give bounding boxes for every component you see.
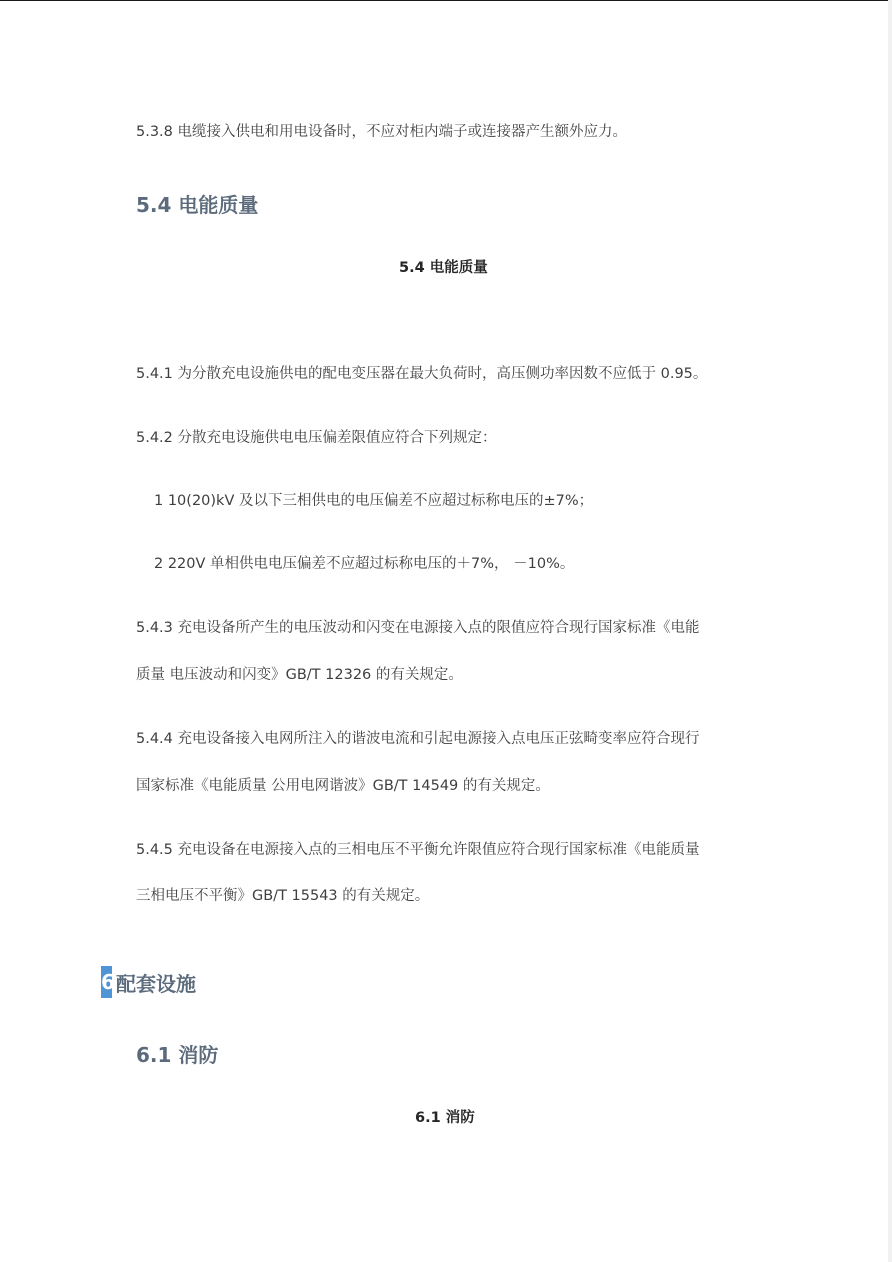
caption-6-1: 6.1 消防: [415, 1110, 475, 1126]
heading-6-title: 配套设施: [116, 971, 196, 996]
paragraph-5-4-5-line2: 三相电压不平衡》GB/T 15543 的有关规定。: [136, 888, 430, 904]
top-border-line: [0, 0, 892, 1]
paragraph-5-4-3-line2: 质量 电压波动和闪变》GB/T 12326 的有关规定。: [136, 667, 463, 683]
heading-5-4[interactable]: 5.4 电能质量: [136, 193, 259, 217]
paragraph-5-4-2: 5.4.2 分散充电设施供电电压偏差限值应符合下列规定：: [136, 430, 497, 446]
heading-6-1[interactable]: 6.1 消防: [136, 1043, 219, 1067]
paragraph-5-4-1: 5.4.1 为分散充电设施供电的配电变压器在最大负荷时，高压侧功率因数不应低于 0.95。: [136, 366, 708, 382]
paragraph-5-3-8: 5.3.8 电缆接入供电和用电设备时，不应对柜内端子或连接器产生额外应力。: [136, 124, 628, 140]
list-item-5-4-2-2: 2 220V 单相供电电压偏差不应超过标称电压的＋7%， －10%。: [154, 556, 575, 572]
paragraph-5-4-4-line1: 5.4.4 充电设备接入电网所注入的谐波电流和引起电源接入点电压正弦畸变率应符合现行: [136, 731, 700, 747]
heading-6[interactable]: [101, 966, 196, 998]
caption-5-4: 5.4 电能质量: [399, 260, 488, 276]
list-item-5-4-2-1: 1 10(20)kV 及以下三相供电的电压偏差不应超过标称电压的±7%；: [154, 493, 594, 509]
heading-6-number-highlight: 6: [101, 966, 112, 998]
paragraph-5-4-4-line2: 国家标准《电能质量 公用电网谐波》GB/T 14549 的有关规定。: [136, 778, 550, 794]
paragraph-5-4-3-line1: 5.4.3 充电设备所产生的电压波动和闪变在电源接入点的限值应符合现行国家标准《电能: [136, 620, 700, 636]
paragraph-5-4-5-line1: 5.4.5 充电设备在电源接入点的三相电压不平衡允许限值应符合现行国家标准《电能质量: [136, 842, 700, 858]
page-edge: [888, 0, 892, 1262]
